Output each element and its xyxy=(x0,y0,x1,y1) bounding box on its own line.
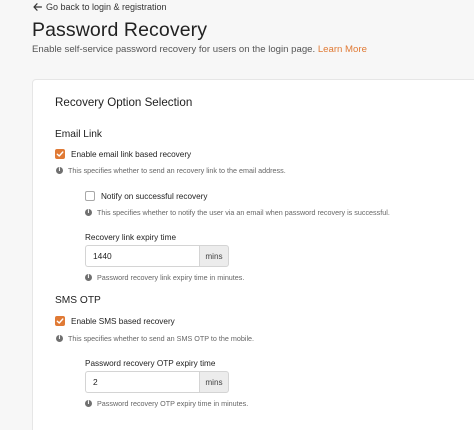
link-expiry-label: Recovery link expiry time xyxy=(85,233,176,242)
link-expiry-hint-text: Password recovery link expiry time in minutes. xyxy=(97,273,245,282)
email-link-enable-hint-text: This specifies whether to send an recovery link to the email address. xyxy=(68,166,286,175)
card-title: Recovery Option Selection xyxy=(55,96,193,109)
info-icon: i xyxy=(56,335,63,342)
otp-expiry-label: Password recovery OTP expiry time xyxy=(85,359,216,368)
arrow-left-icon xyxy=(33,3,42,11)
sms-enable-row[interactable] xyxy=(55,316,175,326)
notify-success-hint xyxy=(85,208,390,217)
notify-success-checkbox[interactable] xyxy=(85,191,95,201)
page-subtitle-text: Enable self-service password recovery for users on the login page. xyxy=(32,44,316,55)
notify-success-row[interactable] xyxy=(85,191,207,201)
info-icon: i xyxy=(85,274,92,281)
otp-expiry-input-group xyxy=(85,371,229,393)
info-icon: i xyxy=(85,209,92,216)
otp-expiry-hint-text: Password recovery OTP expiry time in minutes. xyxy=(97,399,249,408)
email-link-enable-row[interactable] xyxy=(55,149,191,159)
checkmark-icon xyxy=(56,150,64,158)
sms-enable-hint xyxy=(56,334,254,343)
notify-success-label: Notify on successful recovery xyxy=(101,191,208,201)
email-link-enable-checkbox[interactable] xyxy=(55,149,65,159)
page-title: Password Recovery xyxy=(32,19,208,41)
link-expiry-input[interactable] xyxy=(85,245,199,267)
sms-enable-checkbox[interactable] xyxy=(55,316,65,326)
page-subtitle xyxy=(32,44,367,55)
back-link[interactable] xyxy=(33,2,167,12)
info-icon: i xyxy=(56,167,63,174)
link-expiry-unit: mins xyxy=(199,245,229,267)
link-expiry-hint xyxy=(85,273,244,282)
notify-success-hint-text: This specifies whether to notify the user via an email when password recovery is successful. xyxy=(97,208,390,217)
info-icon: i xyxy=(85,400,92,407)
sms-enable-hint-text: This specifies whether to send an SMS OTP to the mobile. xyxy=(68,334,255,343)
otp-expiry-hint xyxy=(85,399,248,408)
sms-enable-label: Enable SMS based recovery xyxy=(71,316,175,326)
sms-otp-section-title: SMS OTP xyxy=(55,295,101,306)
link-expiry-input-group xyxy=(85,245,229,267)
email-link-section-title: Email Link xyxy=(55,129,102,140)
checkmark-icon xyxy=(56,317,64,325)
otp-expiry-unit: mins xyxy=(199,371,229,393)
email-link-enable-hint xyxy=(56,166,286,175)
email-link-enable-label: Enable email link based recovery xyxy=(71,149,192,159)
learn-more-link[interactable]: Learn More xyxy=(317,44,367,55)
back-link-label: Go back to login & registration xyxy=(46,2,167,12)
otp-expiry-input[interactable] xyxy=(85,371,199,393)
